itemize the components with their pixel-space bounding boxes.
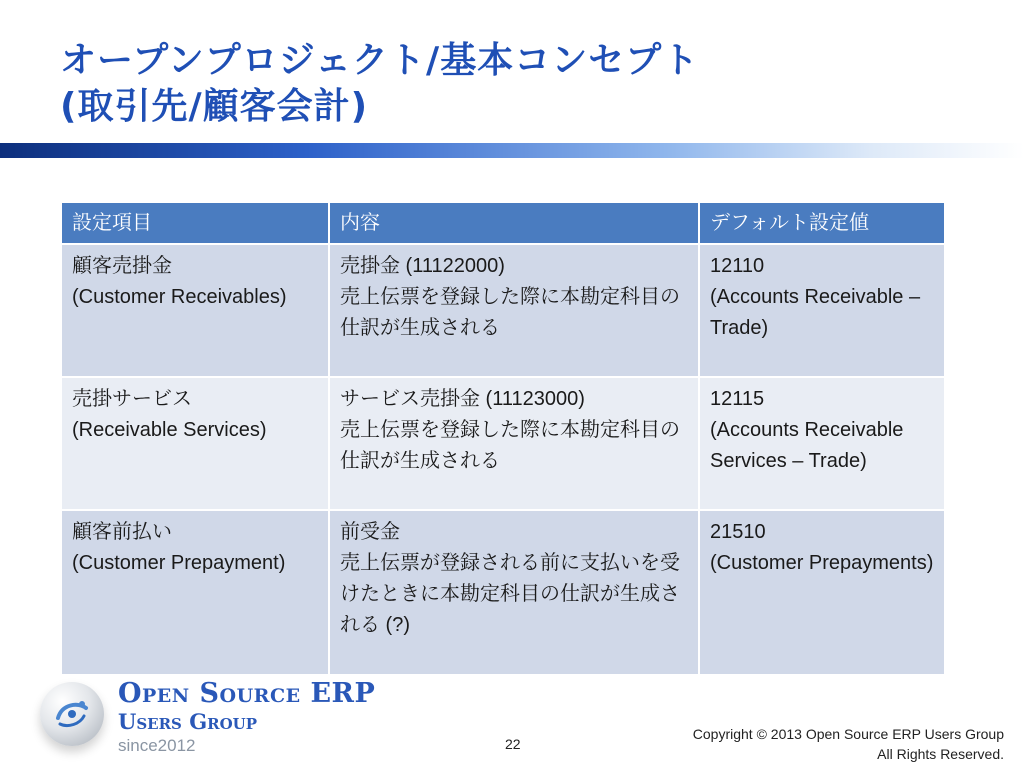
- table-row: [61, 377, 945, 510]
- page-number: 22: [505, 736, 521, 752]
- logo-text-line2: Users Group: [118, 709, 258, 734]
- slide-title-line2: (取引先/顧客会計): [60, 86, 369, 127]
- title-underline-bar: [0, 143, 1024, 158]
- item-name-ja: 顧客前払い: [72, 521, 172, 543]
- content-account: 前受金: [340, 521, 400, 543]
- item-name-ja: 顧客売掛金: [72, 255, 172, 277]
- settings-table: [60, 201, 946, 676]
- logo-text-line1: Open Source ERP: [118, 678, 376, 709]
- org-logo: [34, 676, 414, 766]
- item-name-en: (Customer Receivables): [72, 286, 287, 308]
- logo-text-line3: since2012: [118, 736, 196, 755]
- default-description: (Accounts Receivable Services – Trade): [710, 419, 904, 472]
- cell-content: [329, 244, 699, 377]
- cell-content: [329, 377, 699, 510]
- item-name-en: (Customer Prepayment): [72, 552, 286, 574]
- people-swirl-icon: [40, 682, 104, 746]
- default-description: (Customer Prepayments): [710, 552, 934, 574]
- header-setting-item: 設定項目: [61, 202, 329, 244]
- copyright-notice: [693, 724, 1004, 764]
- content-description: 売上伝票を登録した際に本勘定科目の仕訳が生成される: [340, 419, 680, 472]
- slide-title-line1: オープンプロジェクト/基本コンセプト: [60, 40, 700, 81]
- default-code: 21510: [710, 521, 766, 543]
- header-default-value: デフォルト設定値: [699, 202, 945, 244]
- default-code: 12115: [710, 388, 765, 410]
- content-account: サービス売掛金 (11123000): [340, 388, 585, 410]
- cell-default-value: [699, 510, 945, 675]
- cell-default-value: [699, 244, 945, 377]
- copyright-line1: Copyright © 2013 Open Source ERP Users Group: [692, 726, 1004, 742]
- default-code: 12110: [710, 255, 765, 277]
- header-content: 内容: [329, 202, 699, 244]
- cell-setting-item: [61, 244, 329, 377]
- cell-default-value: [699, 377, 945, 510]
- cell-setting-item: [61, 377, 329, 510]
- copyright-line2: All Rights Reserved.: [877, 746, 1004, 762]
- content-account: 売掛金 (11122000): [340, 255, 505, 277]
- table-row: [61, 510, 945, 675]
- table-header-row: [61, 202, 945, 244]
- item-name-ja: 売掛サービス: [72, 388, 192, 410]
- cell-content: [329, 510, 699, 675]
- content-description: 売上伝票が登録される前に支払いを受けたときに本勘定科目の仕訳が生成される (?): [340, 552, 680, 636]
- cell-setting-item: [61, 510, 329, 675]
- default-description: (Accounts Receivable – Trade): [710, 286, 921, 339]
- item-name-en: (Receivable Services): [72, 419, 267, 441]
- slide-title: [60, 38, 960, 130]
- content-description: 売上伝票を登録した際に本勘定科目の仕訳が生成される: [340, 286, 680, 339]
- table-row: [61, 244, 945, 377]
